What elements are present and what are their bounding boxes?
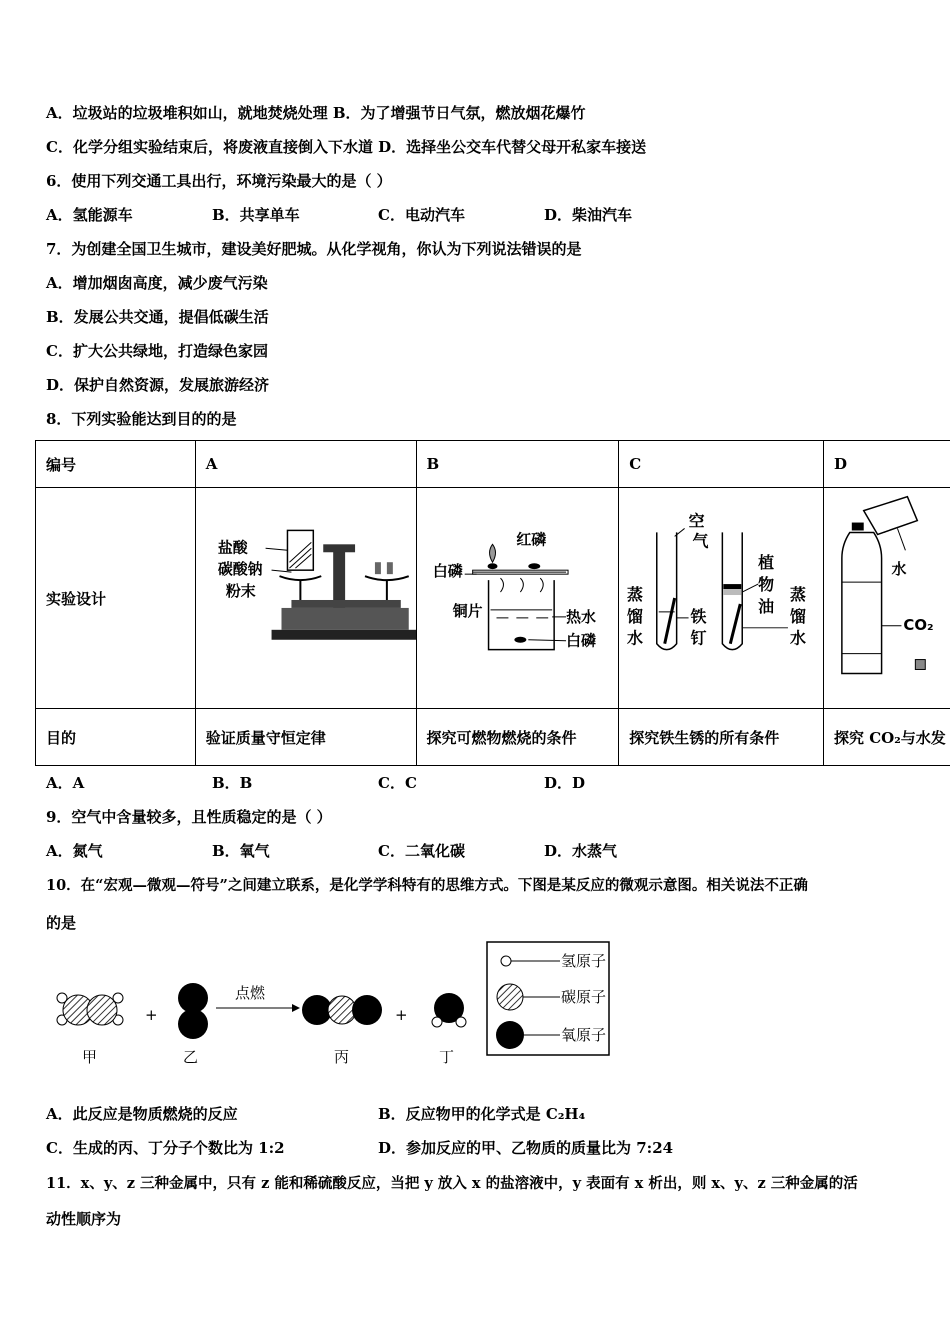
label-oil-2: 物 <box>758 575 775 595</box>
goal-d: 探究 CO₂与水发 <box>823 709 950 766</box>
q6-option-c[interactable]: C．电动汽车 <box>378 206 465 224</box>
label-air-2: 气 <box>692 531 709 551</box>
q8-option-b[interactable]: B．B <box>212 774 253 792</box>
design-label: 实验设计 <box>36 488 196 709</box>
q10-option-d[interactable]: D．参加反应的甲、乙物质的质量比为 7:24 <box>378 1139 674 1157</box>
goal-c: 探究铁生锈的所有条件 <box>619 709 824 766</box>
q5-options-line2: C．化学分组实验结束后，将废液直接倒入下水道 D．选择坐公交车代替父母开私家车接送 <box>46 138 647 156</box>
molecule-ding <box>432 993 466 1027</box>
table-goal-row <box>36 709 950 766</box>
table-design-row <box>36 488 950 709</box>
figure-a-cell <box>195 488 416 709</box>
name-yi: 乙 <box>183 1048 199 1066</box>
q10-option-a[interactable]: A．此反应是物质燃烧的反应 <box>46 1105 238 1123</box>
label-nail-2: 钉 <box>690 628 707 648</box>
q10-option-c[interactable]: C．生成的丙、丁分子个数比为 1:2 <box>46 1139 285 1157</box>
label-distilled-2c: 水 <box>790 628 807 648</box>
hydrogen-atom-icon <box>501 956 511 966</box>
molecule-bing <box>302 995 382 1025</box>
q9-option-d[interactable]: D．水蒸气 <box>544 842 618 860</box>
header-a: A <box>195 441 416 488</box>
name-bing: 丙 <box>334 1048 350 1066</box>
goal-b: 探究可燃物燃烧的条件 <box>416 709 619 766</box>
question-11-line1: 11．x、y、z 三种金属中，只有 z 能和稀硫酸反应，当把 y 放入 x 的盐溶液中，y 表面有 x 析出，则 x、y、z 三种金属的活 <box>46 1175 858 1192</box>
q8-option-d[interactable]: D．D <box>544 774 586 792</box>
molecule-yi <box>178 983 208 1039</box>
q7-option-b[interactable]: B．发展公共交通，提倡低碳生活 <box>46 308 269 326</box>
plus-1: + <box>145 1006 158 1024</box>
header-d: D <box>823 441 950 488</box>
q9-option-c[interactable]: C．二氧化碳 <box>378 842 465 860</box>
balance-figure <box>196 488 416 708</box>
label-distilled-2a: 蒸 <box>790 584 807 604</box>
table-header-row <box>36 441 950 488</box>
q7-option-c[interactable]: C．扩大公共绿地，打造绿色家园 <box>46 342 268 360</box>
reaction-diagram <box>40 940 620 1070</box>
figure-b-cell <box>416 488 619 709</box>
label-powder: 粉末 <box>225 582 256 601</box>
question-6: 6．使用下列交通工具出行，环境污染最大的是（ ） <box>46 172 392 190</box>
figure-d-cell <box>823 488 950 709</box>
plus-2: + <box>395 1006 408 1024</box>
label-white-phosphorus-bottom: 白磷 <box>565 631 596 650</box>
label-nail-1: 铁 <box>690 606 707 626</box>
rust-figure <box>619 488 823 708</box>
label-distilled-1a: 蒸 <box>627 584 644 604</box>
atom-legend <box>487 942 609 1055</box>
arrow-label: 点燃 <box>235 984 266 1002</box>
label-copper: 铜片 <box>452 601 483 620</box>
q7-option-a[interactable]: A．增加烟囱高度，减少废气污染 <box>46 274 268 292</box>
label-hot-water: 热水 <box>565 607 596 626</box>
q7-option-d[interactable]: D．保护自然资源，发展旅游经济 <box>46 376 270 394</box>
q9-option-b[interactable]: B．氧气 <box>212 842 270 860</box>
question-10-line2: 的是 <box>46 914 77 932</box>
label-air-1: 空 <box>688 511 705 531</box>
q6-option-a[interactable]: A．氢能源车 <box>46 206 133 224</box>
question-7: 7．为创建全国卫生城市，建设美好肥城。从化学视角，你认为下列说法错误的是 <box>46 240 582 258</box>
question-8: 8．下列实验能达到目的的是 <box>46 410 237 428</box>
name-jia: 甲 <box>82 1048 98 1066</box>
carbon-atom-icon <box>497 984 523 1010</box>
q6-option-d[interactable]: D．柴油汽车 <box>544 206 633 224</box>
q10-option-b[interactable]: B．反应物甲的化学式是 C₂H₄ <box>378 1105 586 1123</box>
goal-label: 目的 <box>36 709 196 766</box>
header-c: C <box>619 441 824 488</box>
header-b: B <box>416 441 619 488</box>
question-10-line1: 10．在“宏观—微观—符号”之间建立联系，是化学学科特有的思维方式。下图是某反应的微观示意图。相关说法不正确 <box>46 877 808 894</box>
label-hcl: 盐酸 <box>217 538 248 557</box>
question-11-line2: 动性顺序为 <box>46 1210 122 1228</box>
bottle-figure <box>824 488 950 708</box>
label-distilled-1b: 馏 <box>627 606 644 626</box>
label-distilled-1c: 水 <box>627 628 644 648</box>
molecule-jia <box>57 993 123 1025</box>
q5-options-line1: A．垃圾站的垃圾堆积如山，就地焚烧处理 B．为了增强节日气氛，燃放烟花爆竹 <box>46 104 586 122</box>
experiment-table <box>35 440 950 766</box>
legend-hydrogen: 氢原子 <box>561 952 607 970</box>
label-distilled-2b: 馏 <box>790 606 807 626</box>
goal-a: 验证质量守恒定律 <box>195 709 416 766</box>
label-oil-3: 油 <box>758 596 775 616</box>
q8-option-a[interactable]: A．A <box>46 774 85 792</box>
label-white-phosphorus-top: 白磷 <box>432 562 463 581</box>
q9-option-a[interactable]: A．氮气 <box>46 842 103 860</box>
legend-carbon: 碳原子 <box>561 988 607 1006</box>
label-oil-1: 植 <box>758 553 775 573</box>
q8-option-c[interactable]: C．C <box>378 774 417 792</box>
label-red-phosphorus: 红磷 <box>515 530 546 549</box>
name-ding: 丁 <box>439 1048 455 1066</box>
oxygen-atom-icon <box>496 1021 524 1049</box>
label-co2: CO₂ <box>903 615 934 634</box>
label-na2co3: 碳酸钠 <box>217 560 263 579</box>
label-water: 水 <box>891 560 907 579</box>
combustion-figure <box>417 488 619 708</box>
question-9: 9．空气中含量较多，且性质稳定的是（ ） <box>46 808 332 826</box>
q6-option-b[interactable]: B．共享单车 <box>212 206 300 224</box>
header-number: 编号 <box>36 441 196 488</box>
legend-oxygen: 氧原子 <box>561 1026 607 1044</box>
figure-c-cell <box>619 488 824 709</box>
